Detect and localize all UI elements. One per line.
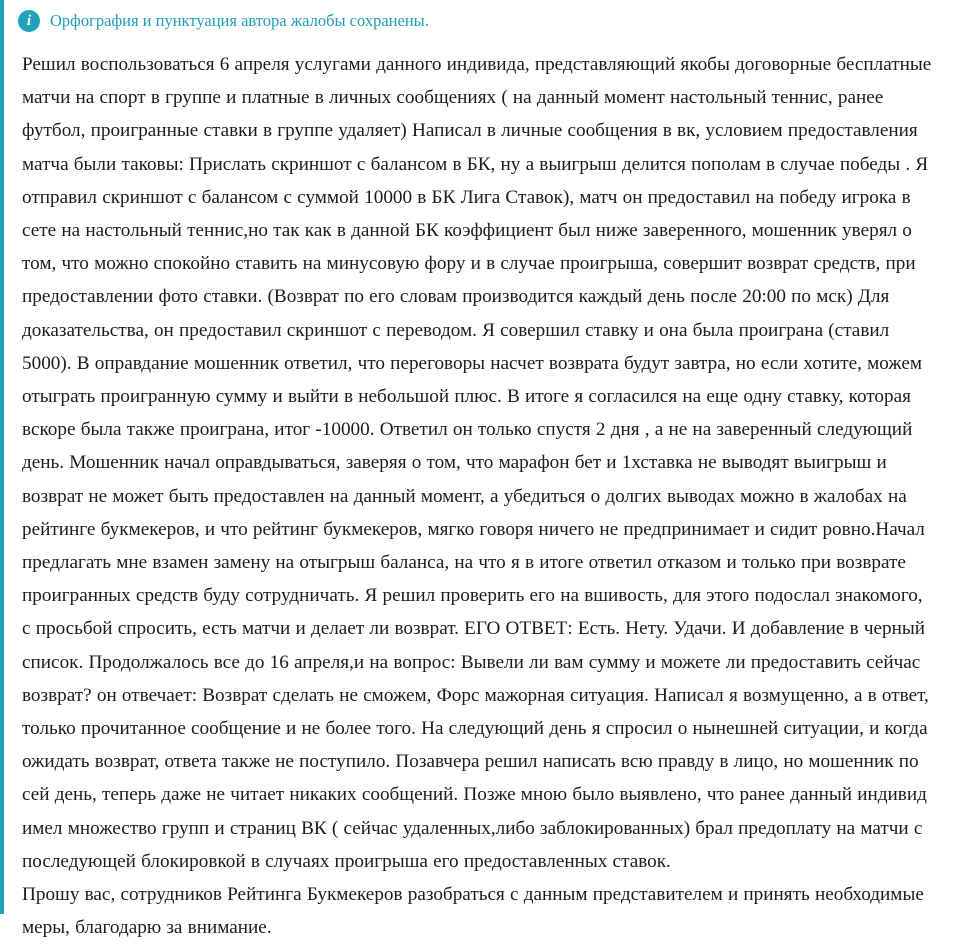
info-icon: i xyxy=(18,10,40,32)
spelling-notice xyxy=(0,0,954,44)
complaint-body xyxy=(0,44,954,944)
left-accent-rail xyxy=(0,0,4,914)
spelling-notice-text: Орфография и пунктуация автора жалобы сохранены. xyxy=(50,11,429,30)
complaint-paragraph-2: Прошу вас, сотрудников Рейтинга Букмекеров разобраться с данным представителем и принять необходимые меры, благодарю за внимание. xyxy=(22,884,924,939)
complaint-paragraph-1: Решил воспользоваться 6 апреля услугами данного индивида, представляющий якобы договорные бесплатные матчи на спорт в группе и платные в личных сообщениях ( на данный момент настольный теннис, ранее футбол, проигранные ставки в группе удаляет) Написал в личные сообщения в вк, условием предоставления матча были таковы: Прислать скриншот с балансом в БК, ну а выигрыш делится пополам в случае победы . Я отправил скриншот с балансом с суммой 10000 в БК Лига Ставок), матч он предоставил на победу игрока в сете на настольный теннис,но так как в данной БК коэффициент был ниже заверенного, мошенник уверял о том, что можно спокойно ставить на минусовую фору и в случае проигрыша, совершит возврат средств, при предоставлении фото ставки. (Возврат по его словам производится каждый день после 20:00 по мск) Для доказательства, он предоставил скриншот с переводом. Я совершил ставку и она была проиграна (ставил 5000). В оправдание мошенник ответил, что переговоры насчет возврата будут завтра, но если хотите, можем отыграть проигранную сумму и выйти в небольшой плюс. В итоге я согласился на еще одну ставку, которая вскоре была также проиграна, итог -10000. Ответил он только спустя 2 дня , а не на заверенный следующий день. Мошенник начал оправдываться, заверяя о том, что марафон бет и 1хставка не выводят выигрыш и возврат не может быть предоставлен на данный момент, а убедиться о долгих выводах можно в жалобах на рейтинге букмекеров, и что рейтинг букмекеров, мягко говоря ничего не предпринимает и сидит ровно.Начал предлагать мне взамен замену на отыгрыш баланса, на что я в итоге ответил отказом и только при возврате проигранных средств буду сотрудничать. Я решил проверить его на вшивость, для этого подослал знакомого, с просьбой спросить, есть матчи и делает ли возврат. ЕГО ОТВЕТ: Есть. Нету. Удачи. И добавление в черный список. Продолжалось все до 16 апреля,и на вопрос: Вывели ли вам сумму и можете ли предоставить сейчас возврат? он отвечает: Возврат сделать не сможем, Форс мажорная ситуация. Написал я возмущенно, а в ответ, только прочитанное сообщение и не более того. На следующий день я спросил о нынешней ситуации, и когда ожидать возврат, ответа также не поступило. Позавчера решил написать всю правду в лицо, но мошенник по сей день, теперь даже не читает никаких сообщений. Позже мною было выявлено, что ранее данный индивид имел множество групп и страниц ВК ( сейчас удаленных,либо заблокированных) брал предоплату на матчи с последующей блокировкой в случаях проигрыша его предоставленных ставок. xyxy=(22,54,932,872)
